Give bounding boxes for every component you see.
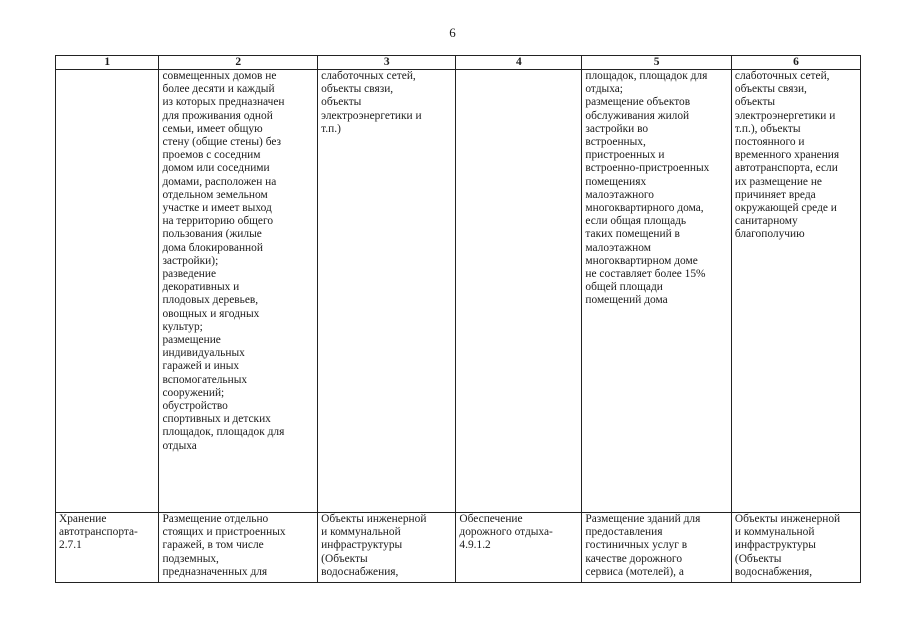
table-cell: совмещенных домов не более десяти и каждый из которых предназначен для проживания одной семьи, имеет общую стену (общие стены) без проемов с соседним домом или соседними домами, расположен на отдельном земельном участке и имеет выход на территорию общего пользования (жилые дома блокированной застройки); разведение декоративных и плодовых деревьев, овощных и ягодных культур; размещение индивидуальных гаражей и иных вспомогательных сооружений; обустройство спортивных и детских площадок, площадок для отдыха — [159, 70, 318, 513]
page-number: 6 — [449, 25, 456, 40]
column-header-5: 5 — [582, 56, 732, 70]
table-cell: Объекты инженерной и коммунальной инфраструктуры (Объекты водоснабжения, — [318, 513, 456, 583]
table-cell: Обеспечение дорожного отдыха- 4.9.1.2 — [456, 513, 582, 583]
table-cell — [456, 70, 582, 513]
zoning-table — [55, 55, 861, 583]
table-cell: Размещение зданий для предоставления гостиничных услуг в качестве дорожного сервиса (мотелей), а — [582, 513, 732, 583]
table-cell: слаботочных сетей, объекты связи, объекты электроэнергетики и т.п.), объекты постоянного и временного хранения автотранспорта, если их размещение не причиняет вреда окружающей среде и санитарному благополучию — [731, 70, 860, 513]
column-header-3: 3 — [318, 56, 456, 70]
header-row — [56, 56, 861, 70]
table-row — [56, 70, 861, 513]
table-cell: Размещение отдельно стоящих и пристроенных гаражей, в том числе подземных, предназначенных для — [159, 513, 318, 583]
table-cell: слаботочных сетей, объекты связи, объекты электроэнергетики и т.п.) — [318, 70, 456, 513]
column-header-1: 1 — [56, 56, 159, 70]
column-header-2: 2 — [159, 56, 318, 70]
table-cell: площадок, площадок для отдыха; размещение объектов обслуживания жилой застройки во встроенных, пристроенных и встроенно-пристроенных помещениях малоэтажного многоквартирного дома, если общая площадь таких помещений в малоэтажном многоквартирном доме не составляет более 15% общей площади помещений дома — [582, 70, 732, 513]
table-cell: Объекты инженерной и коммунальной инфраструктуры (Объекты водоснабжения, — [731, 513, 860, 583]
column-header-4: 4 — [456, 56, 582, 70]
table-cell: Хранение автотранспорта- 2.7.1 — [56, 513, 159, 583]
table-row — [56, 513, 861, 583]
column-header-6: 6 — [731, 56, 860, 70]
table-cell — [56, 70, 159, 513]
